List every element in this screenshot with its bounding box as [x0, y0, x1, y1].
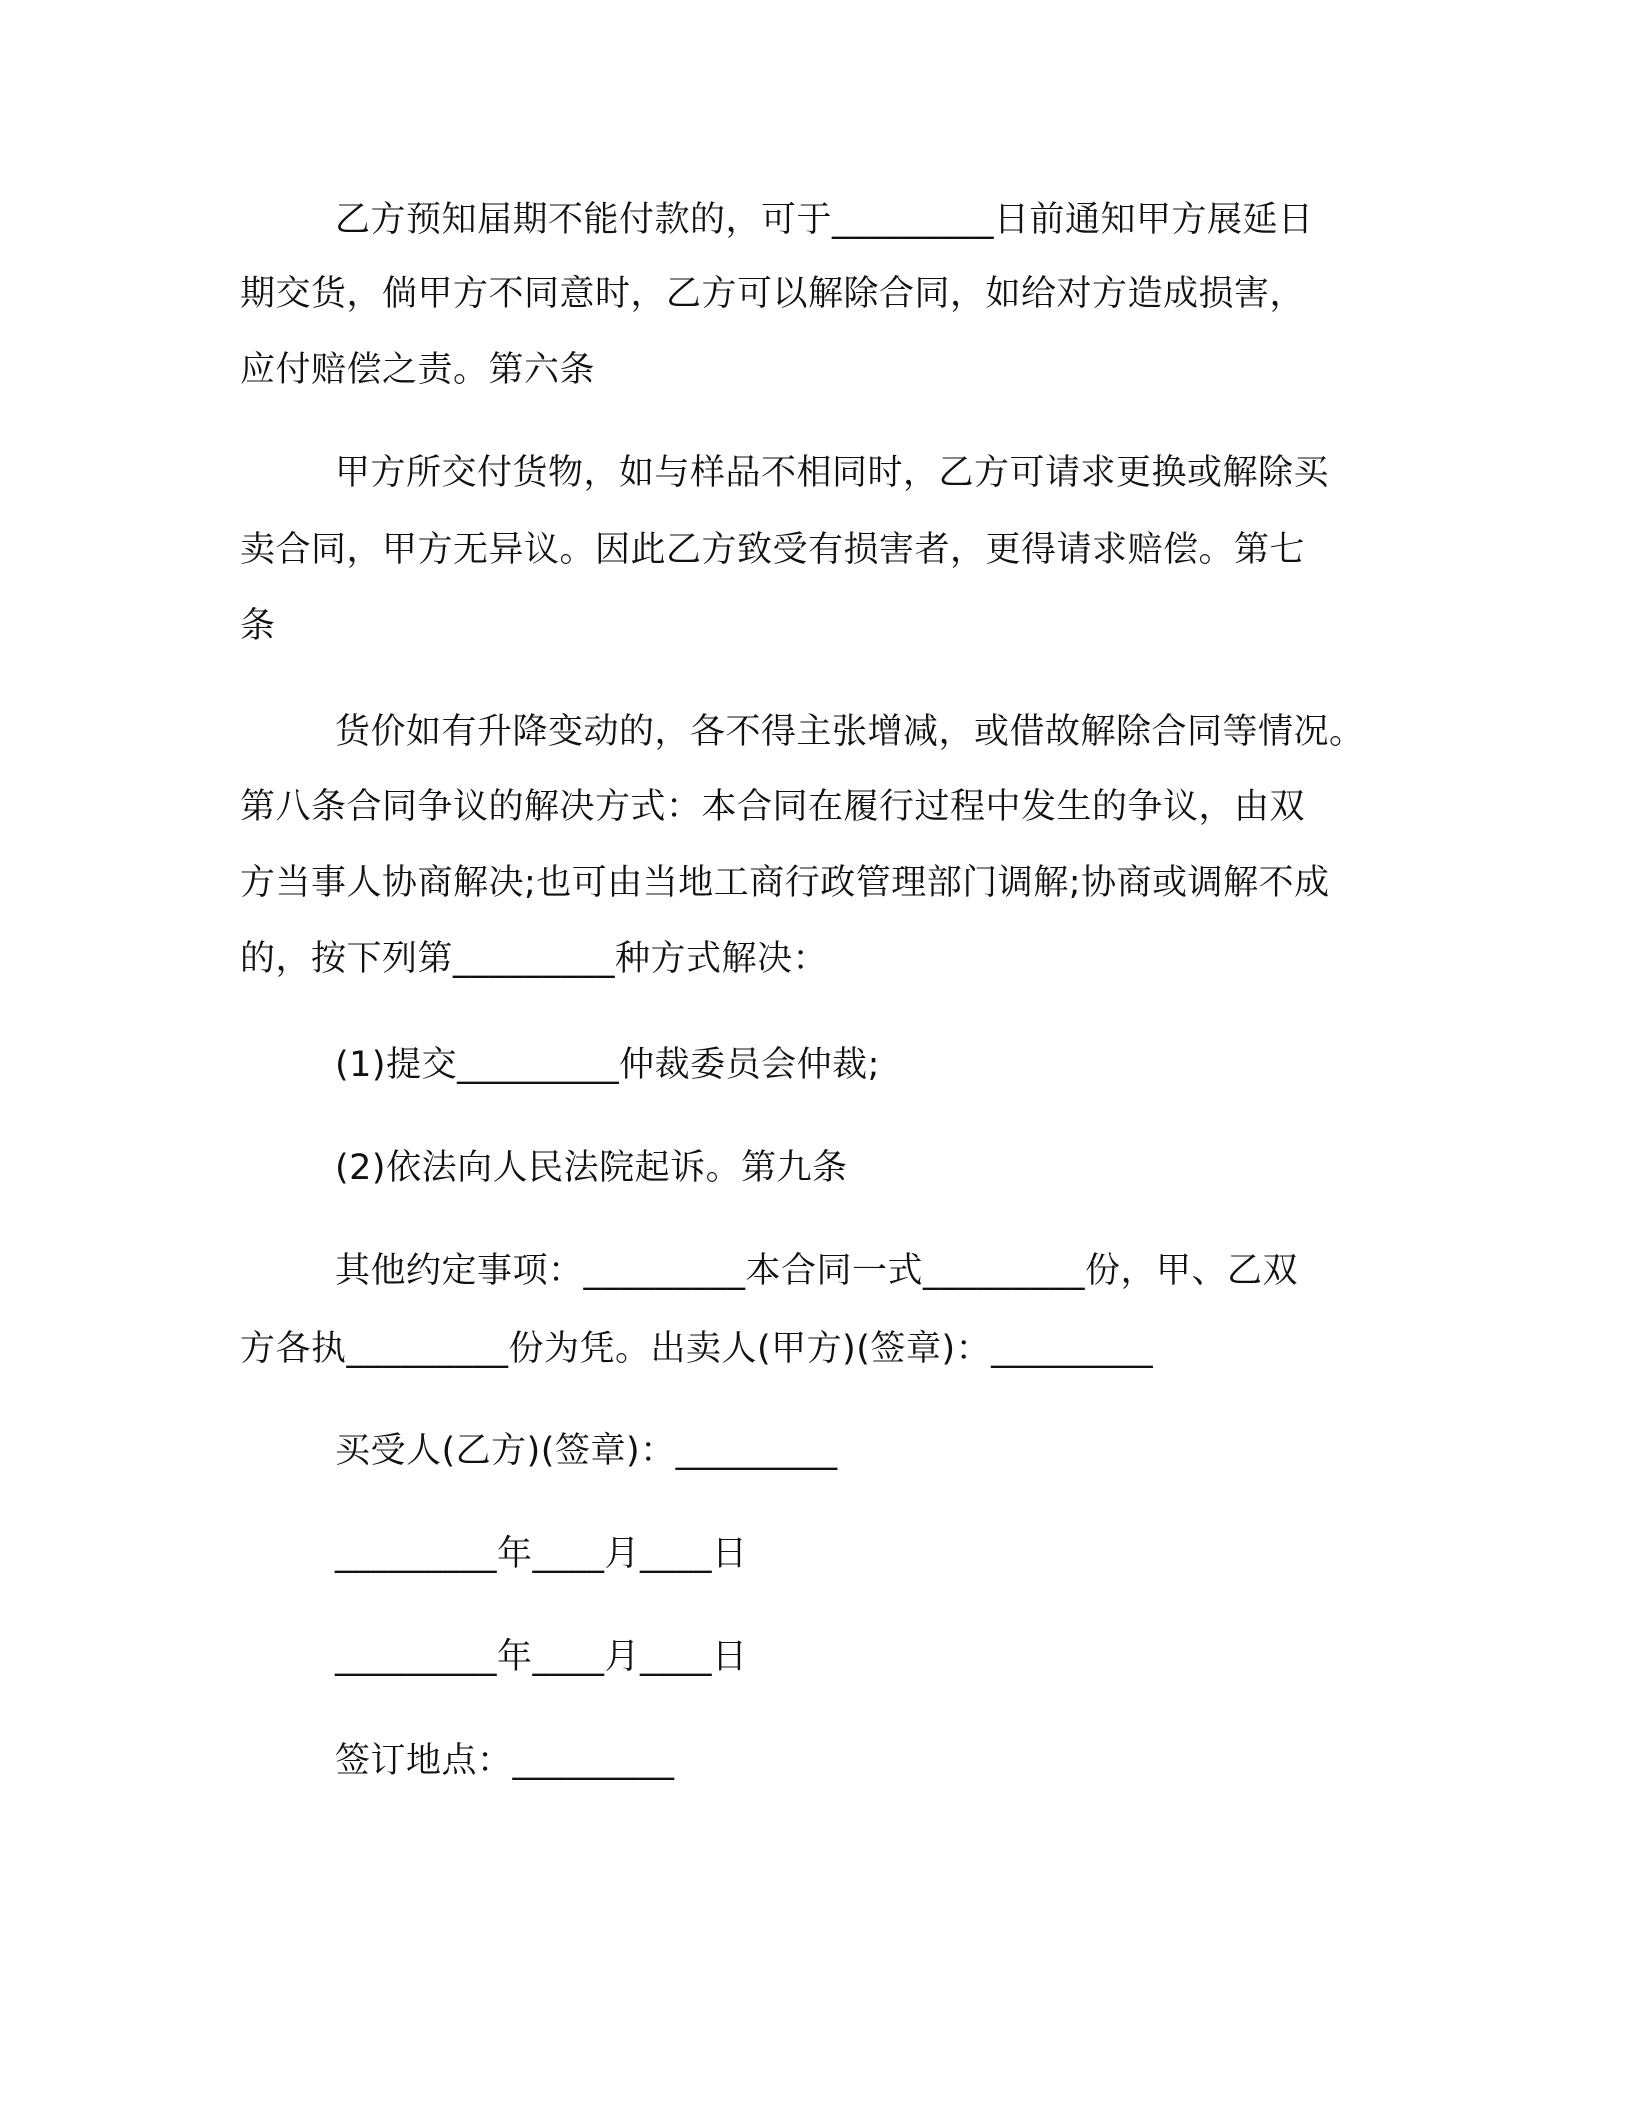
paragraph-line: 的，按下列第_________种方式解决：: [240, 939, 829, 979]
paragraph-line: 卖合同，甲方无异议。因此乙方致受有损害者，更得请求赔偿。第七: [240, 530, 1306, 570]
signing-place-line: 签订地点：_________: [335, 1741, 675, 1781]
paragraph-line: 其他约定事项：_________本合同一式_________份，甲、乙双: [335, 1251, 1299, 1291]
paragraph-line: 应付赔偿之责。第六条: [240, 350, 596, 390]
paragraph-line: 甲方所交付货物，如与样品不相同时，乙方可请求更换或解除买: [335, 453, 1330, 493]
paragraph-line: 乙方预知届期不能付款的，可于_________日前通知甲方展延日: [335, 200, 1314, 240]
paragraph-line: 方当事人协商解决;也可由当地工商行政管理部门调解;协商或调解不成: [240, 863, 1330, 903]
paragraph-line: 期交货，倘甲方不同意时，乙方可以解除合同，如给对方造成损害，: [240, 274, 1306, 314]
paragraph-line: 条: [240, 606, 276, 646]
date-line-2: _________年____月____日: [335, 1637, 748, 1677]
paragraph-line: 货价如有升降变动的，各不得主张增减，或借故解除合同等情况。: [335, 712, 1365, 752]
paragraph-line: 第八条合同争议的解决方式：本合同在履行过程中发生的争议，由双: [240, 787, 1306, 827]
paragraph-line: 方各执_________份为凭。出卖人(甲方)(签章)：_________: [240, 1329, 1154, 1369]
dispute-option-1: (1)提交_________仲裁委员会仲裁;: [335, 1045, 880, 1085]
dispute-option-2: (2)依法向人民法院起诉。第九条: [335, 1148, 848, 1188]
buyer-signature-line: 买受人(乙方)(签章)：_________: [335, 1431, 838, 1471]
date-line-1: _________年____月____日: [335, 1534, 748, 1574]
